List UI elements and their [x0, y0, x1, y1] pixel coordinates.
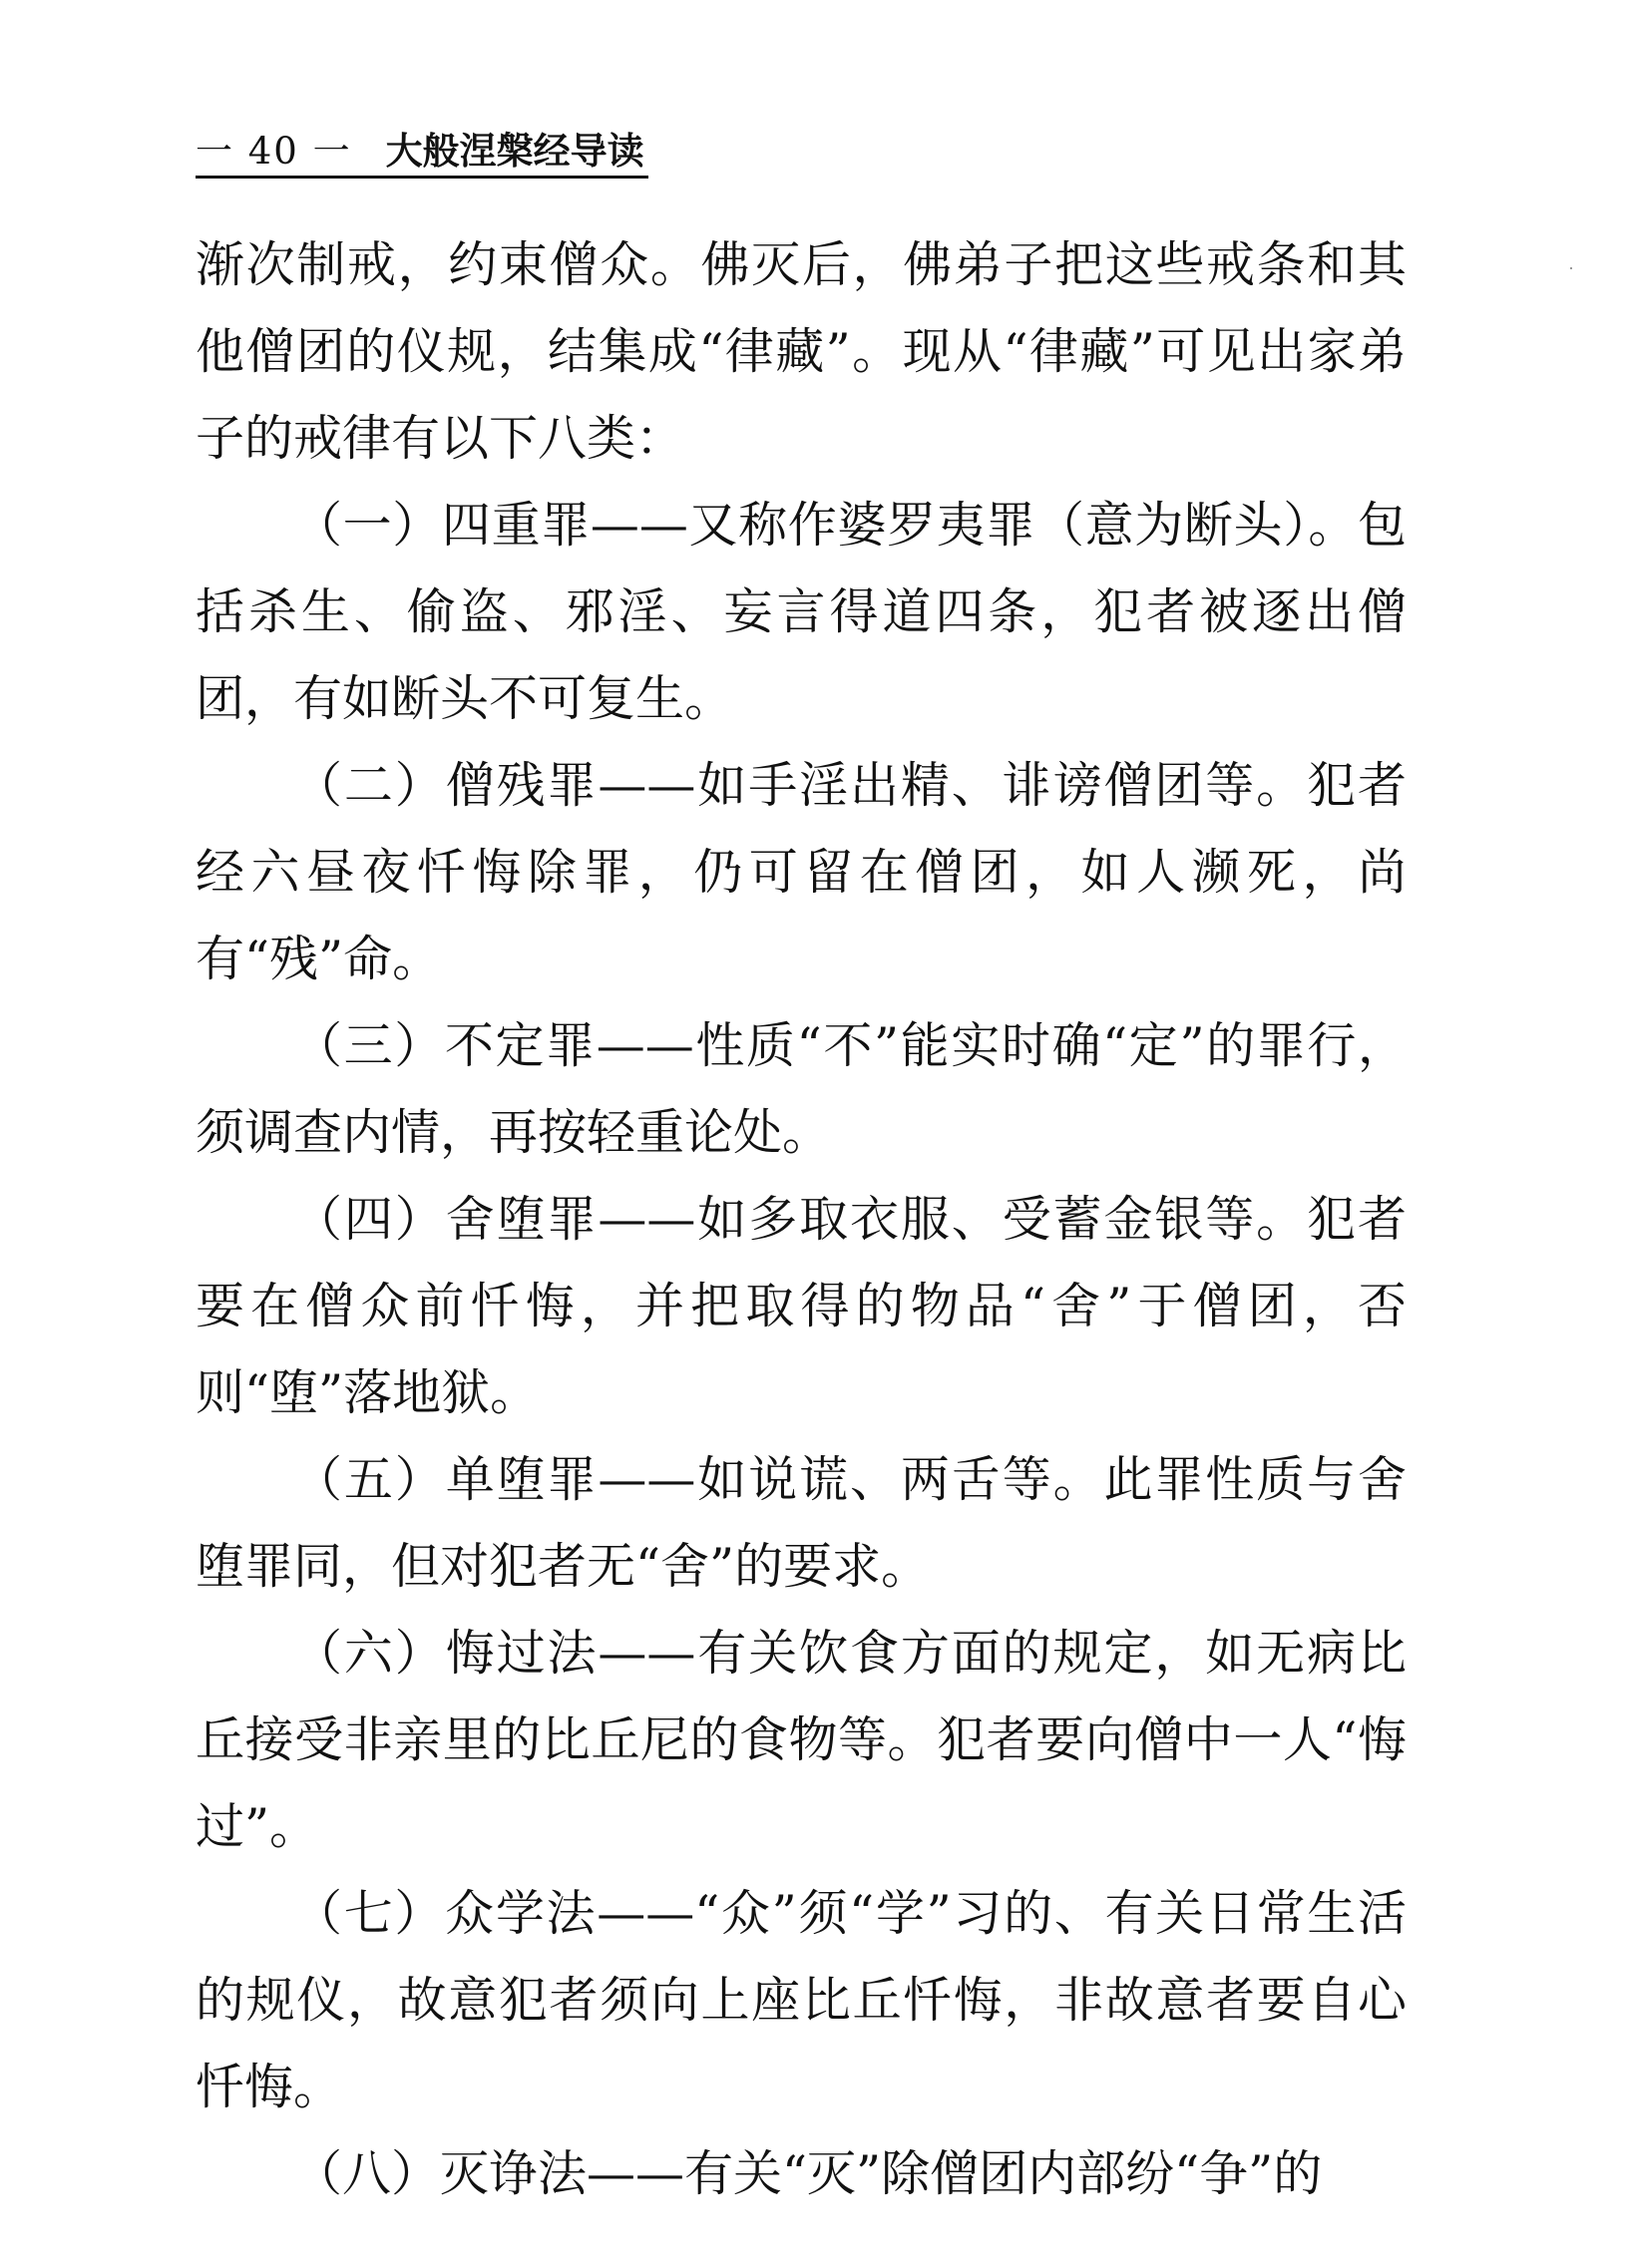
paragraph-intro-continuation: 渐次制戒，约束僧众。佛灭后，佛弟子把这些戒条和其他僧团的仪规，结集成“律藏”。现从“律藏”可见出家弟子的戒律有以下八类：	[196, 236, 1407, 467]
paragraph-category-1: （一）四重罪——又称作婆罗夷罪（意为断头）。包括杀生、偷盗、邪淫、妄言得道四条，犯者被逐出僧团，有如断头不可复生。	[196, 497, 1407, 727]
page-number: 一 40 一	[196, 130, 352, 173]
book-title: 大般涅槃经导读	[385, 130, 644, 173]
paragraph-category-6: （六）悔过法——有关饮食方面的规定，如无病比丘接受非亲里的比丘尼的食物等。犯者要向僧中一人“悔过”。	[196, 1625, 1407, 1855]
paragraph-category-2: （二）僧残罪——如手淫出精、诽谤僧团等。犯者经六昼夜忏悔除罪，仍可留在僧团，如人濒死，尚有“残”命。	[196, 757, 1407, 987]
page-body	[196, 221, 1407, 2217]
paragraph-category-3: （三）不定罪——性质“不”能实时确“定”的罪行，须调查内情，再按轻重论处。	[196, 1017, 1407, 1161]
margin-speck	[1570, 267, 1572, 269]
header-rule	[196, 176, 648, 179]
paragraph-category-8: （八）灭诤法——有关“灭”除僧团内部纷“争”的	[293, 2145, 1323, 2202]
running-header	[196, 116, 644, 176]
paragraph-category-5: （五）单堕罪——如说谎、两舌等。此罪性质与舍堕罪同，但对犯者无“舍”的要求。	[196, 1451, 1407, 1595]
paragraph-category-4: （四）舍堕罪——如多取衣服、受蓄金银等。犯者要在僧众前忏悔，并把取得的物品“舍”于僧团，否则“堕”落地狱。	[196, 1191, 1407, 1421]
paragraph-category-7: （七）众学法——“众”须“学”习的、有关日常生活的规仪，故意犯者须向上座比丘忏悔，非故意者要自心忏悔。	[196, 1885, 1407, 2115]
